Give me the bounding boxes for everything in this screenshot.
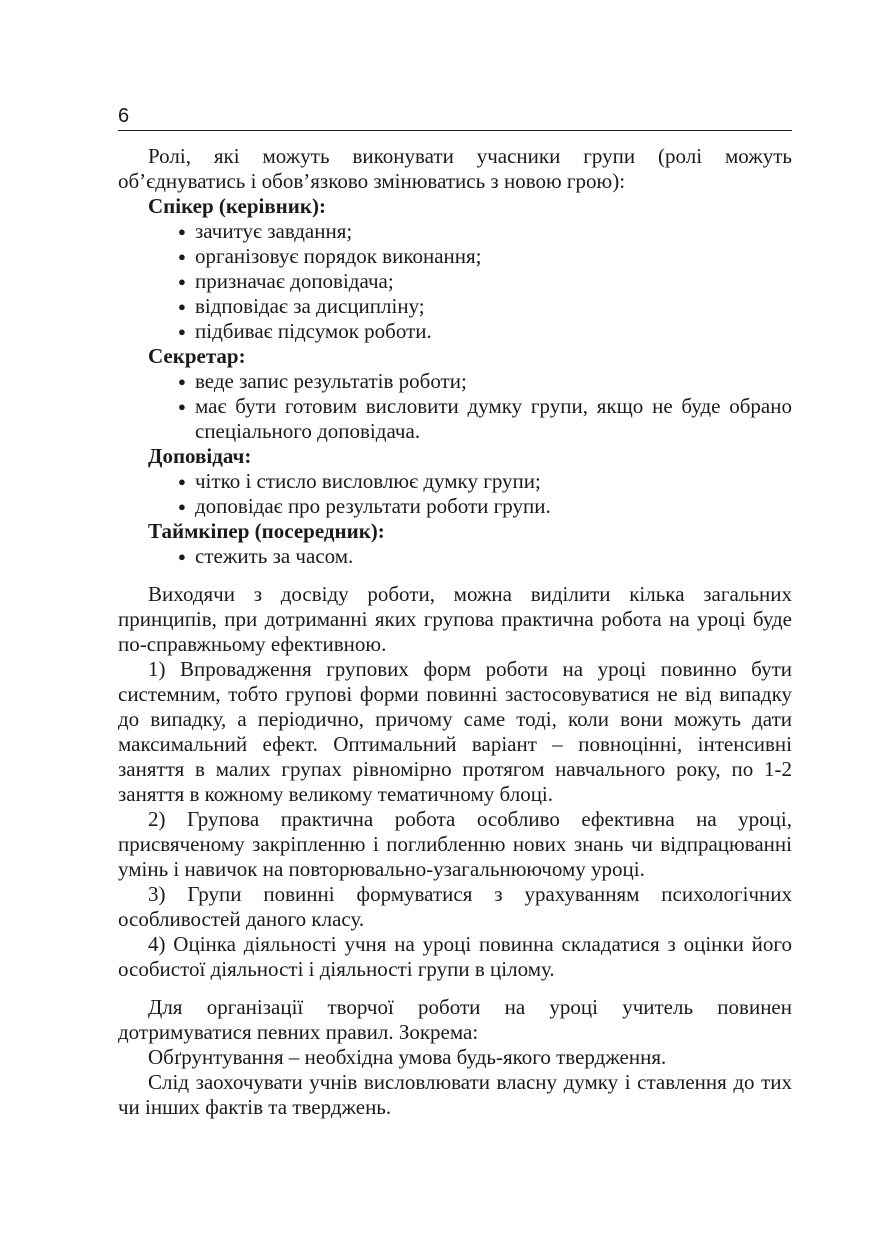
role-title: Доповідач: (148, 444, 252, 468)
role-title: Спікер (керівник): (148, 194, 326, 218)
page-body (118, 144, 792, 1120)
principle-paragraph: 2) Групова практична робота особливо ефективна на уроці, присвяченому закріпленню і поглибленню нових знань чи відпрацюванні умінь і навичок на повторювально-узагальнюючому уроці. (118, 807, 792, 881)
principle-paragraph: 4) Оцінка діяльності учня на уроці повинна складатися з оцінки його особистої діяльності і діяльності групи в цілому. (118, 932, 792, 981)
roles-intro-paragraph: Ролі, які можуть виконувати учасники групи (ролі можуть об’єднуватись і обов’язково змінюватись з новою грою): (118, 144, 792, 193)
list-item: ● відповідає за дисципліну; (118, 294, 792, 319)
principle-paragraph: 3) Групи повинні формуватися з урахуванням психологічних особливостей даного класу. (118, 882, 792, 931)
role-title: Таймкіпер (посередник): (148, 519, 385, 543)
rules-intro-paragraph: Для організації творчої роботи на уроці учитель повинен дотримуватися певних правил. Зокрема: (118, 995, 792, 1044)
list-item: ● зачитує завдання; (118, 219, 792, 244)
role-duties-list (118, 544, 792, 569)
role-duties-list (118, 469, 792, 519)
role-speaker (118, 194, 792, 344)
list-item: ● веде запис результатів роботи; (118, 369, 792, 394)
role-secretary (118, 344, 792, 444)
rule-paragraph: Обґрунтування – необхідна умова будь-якого твердження. (148, 1045, 667, 1069)
rule-paragraph: Слід заохочувати учнів висловлювати власну думку і ставлення до тих чи інших фактів та тверджень. (118, 1070, 792, 1119)
role-title: Секретар: (148, 344, 246, 368)
page-header (118, 104, 792, 131)
principle-paragraph: 1) Впровадження групових форм роботи на уроці повинно бути системним, тобто групові форми повинні застосовуватися не від випадку до випадку, а періодично, причому саме тоді, коли вони можуть дати максимальний ефект. Оптимальний варіант – повноцінні, інтенсивні заняття в малих групах рівномірно протягом навчального року, по 1-2 заняття в кожному великому тематичному блоці. (118, 657, 792, 806)
page-number: 6 (118, 105, 130, 127)
role-duties-list (118, 219, 792, 344)
role-reporter (118, 444, 792, 519)
list-item: ● призначає доповідача; (118, 269, 792, 294)
role-timekeeper (118, 519, 792, 569)
list-item: ● організовує порядок виконання; (118, 244, 792, 269)
list-item: ● доповідає про результати роботи групи. (118, 494, 792, 519)
principles-intro-paragraph: Виходячи з досвіду роботи, можна виділити кілька загальних принципів, при дотриманні яких групова практична робота на уроці буде по-справжньому ефективною. (118, 582, 792, 656)
list-item: ● стежить за часом. (118, 544, 792, 569)
role-duties-list (118, 369, 792, 444)
list-item: ● має бути готовим висловити думку групи, якщо не буде обрано спеціального доповідача. (118, 394, 792, 444)
list-item: ● чітко і стисло висловлює думку групи; (118, 469, 792, 494)
list-item: ● підбиває підсумок роботи. (118, 319, 792, 344)
